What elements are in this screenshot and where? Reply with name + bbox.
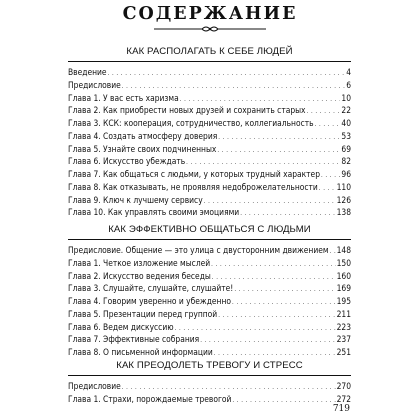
page-number: 719 <box>332 404 350 414</box>
toc-section-1 <box>68 45 351 219</box>
toc-entry: Предисловие . . . 270 <box>68 380 351 393</box>
toc-entry: Глава 2. Искусство ведения беседы . . . 160 <box>68 270 351 283</box>
toc-entry: Глава 9. Ключ к лучшему сервису . . . 126 <box>68 194 351 207</box>
toc-entry: Глава 3. Слушайте, слушайте, слушайте! . . . 169 <box>68 282 351 295</box>
toc-entry: Глава 4. Создать атмосферу доверия . . . 53 <box>68 130 351 143</box>
toc-entry: Предисловие. Общение — это улица с двусторонним движением . . . 148 <box>68 244 351 257</box>
toc-entry: Глава 6. Ведем дискуссию . . . 223 <box>68 321 351 334</box>
toc-section-3 <box>68 359 351 406</box>
toc-entry: Глава 8. О письменной информации . . . 251 <box>68 346 351 359</box>
section-rule <box>68 375 351 376</box>
toc-entry: Глава 5. Презентации перед группой . . . 211 <box>68 308 351 321</box>
toc-entry: Глава 2. Как приобрести новых друзей и сохранить старых . . . 22 <box>68 104 351 117</box>
section-rule <box>68 239 351 240</box>
toc-entry: Глава 1. У вас есть харизма . . . 10 <box>68 92 351 105</box>
toc-entry: Глава 8. Как отказывать, не проявляя недоброжелательности . . . 110 <box>68 181 351 194</box>
toc-entry: Глава 7. Эффективные собрания . . . 237 <box>68 333 351 346</box>
toc-entry: Глава 5. Узнайте своих подчиненных . . . 69 <box>68 143 351 156</box>
toc-entry: Введение . . . 4 <box>68 66 351 79</box>
ornament-divider <box>150 25 270 33</box>
toc-entry: Глава 1. Страхи, порождаемые тревогой . . . 272 <box>68 393 351 406</box>
toc-section-2 <box>68 223 351 359</box>
toc-entry: Глава 6. Искусство убеждать . . . 82 <box>68 155 351 168</box>
toc-entry: Глава 3. КСК: кооперация, сотрудничество, коллегиальность . . . 40 <box>68 117 351 130</box>
toc-entry: Глава 4. Говорим уверенно и убежденно . . . 195 <box>68 295 351 308</box>
toc-entry: Предисловие . . . 6 <box>68 79 351 92</box>
page-title: СОДЕРЖАНИЕ <box>122 4 298 24</box>
section-title: КАК РАСПОЛАГАТЬ К СЕБЕ ЛЮДЕЙ <box>126 46 293 57</box>
toc-entry: Глава 10. Как управлять своими эмоциями . . . 138 <box>68 206 351 219</box>
toc-entry: Глава 1. Четкое изложение мыслей . . . 150 <box>68 257 351 270</box>
section-title: КАК ПРЕОДОЛЕТЬ ТРЕВОГУ И СТРЕСС <box>116 360 303 371</box>
page-header <box>0 3 420 33</box>
section-title: КАК ЭФФЕКТИВНО ОБЩАТЬСЯ С ЛЮДЬМИ <box>108 224 311 235</box>
toc-entry: Глава 7. Как общаться с людьми, у которых трудный характер . . . 96 <box>68 168 351 181</box>
section-rule <box>68 61 351 62</box>
